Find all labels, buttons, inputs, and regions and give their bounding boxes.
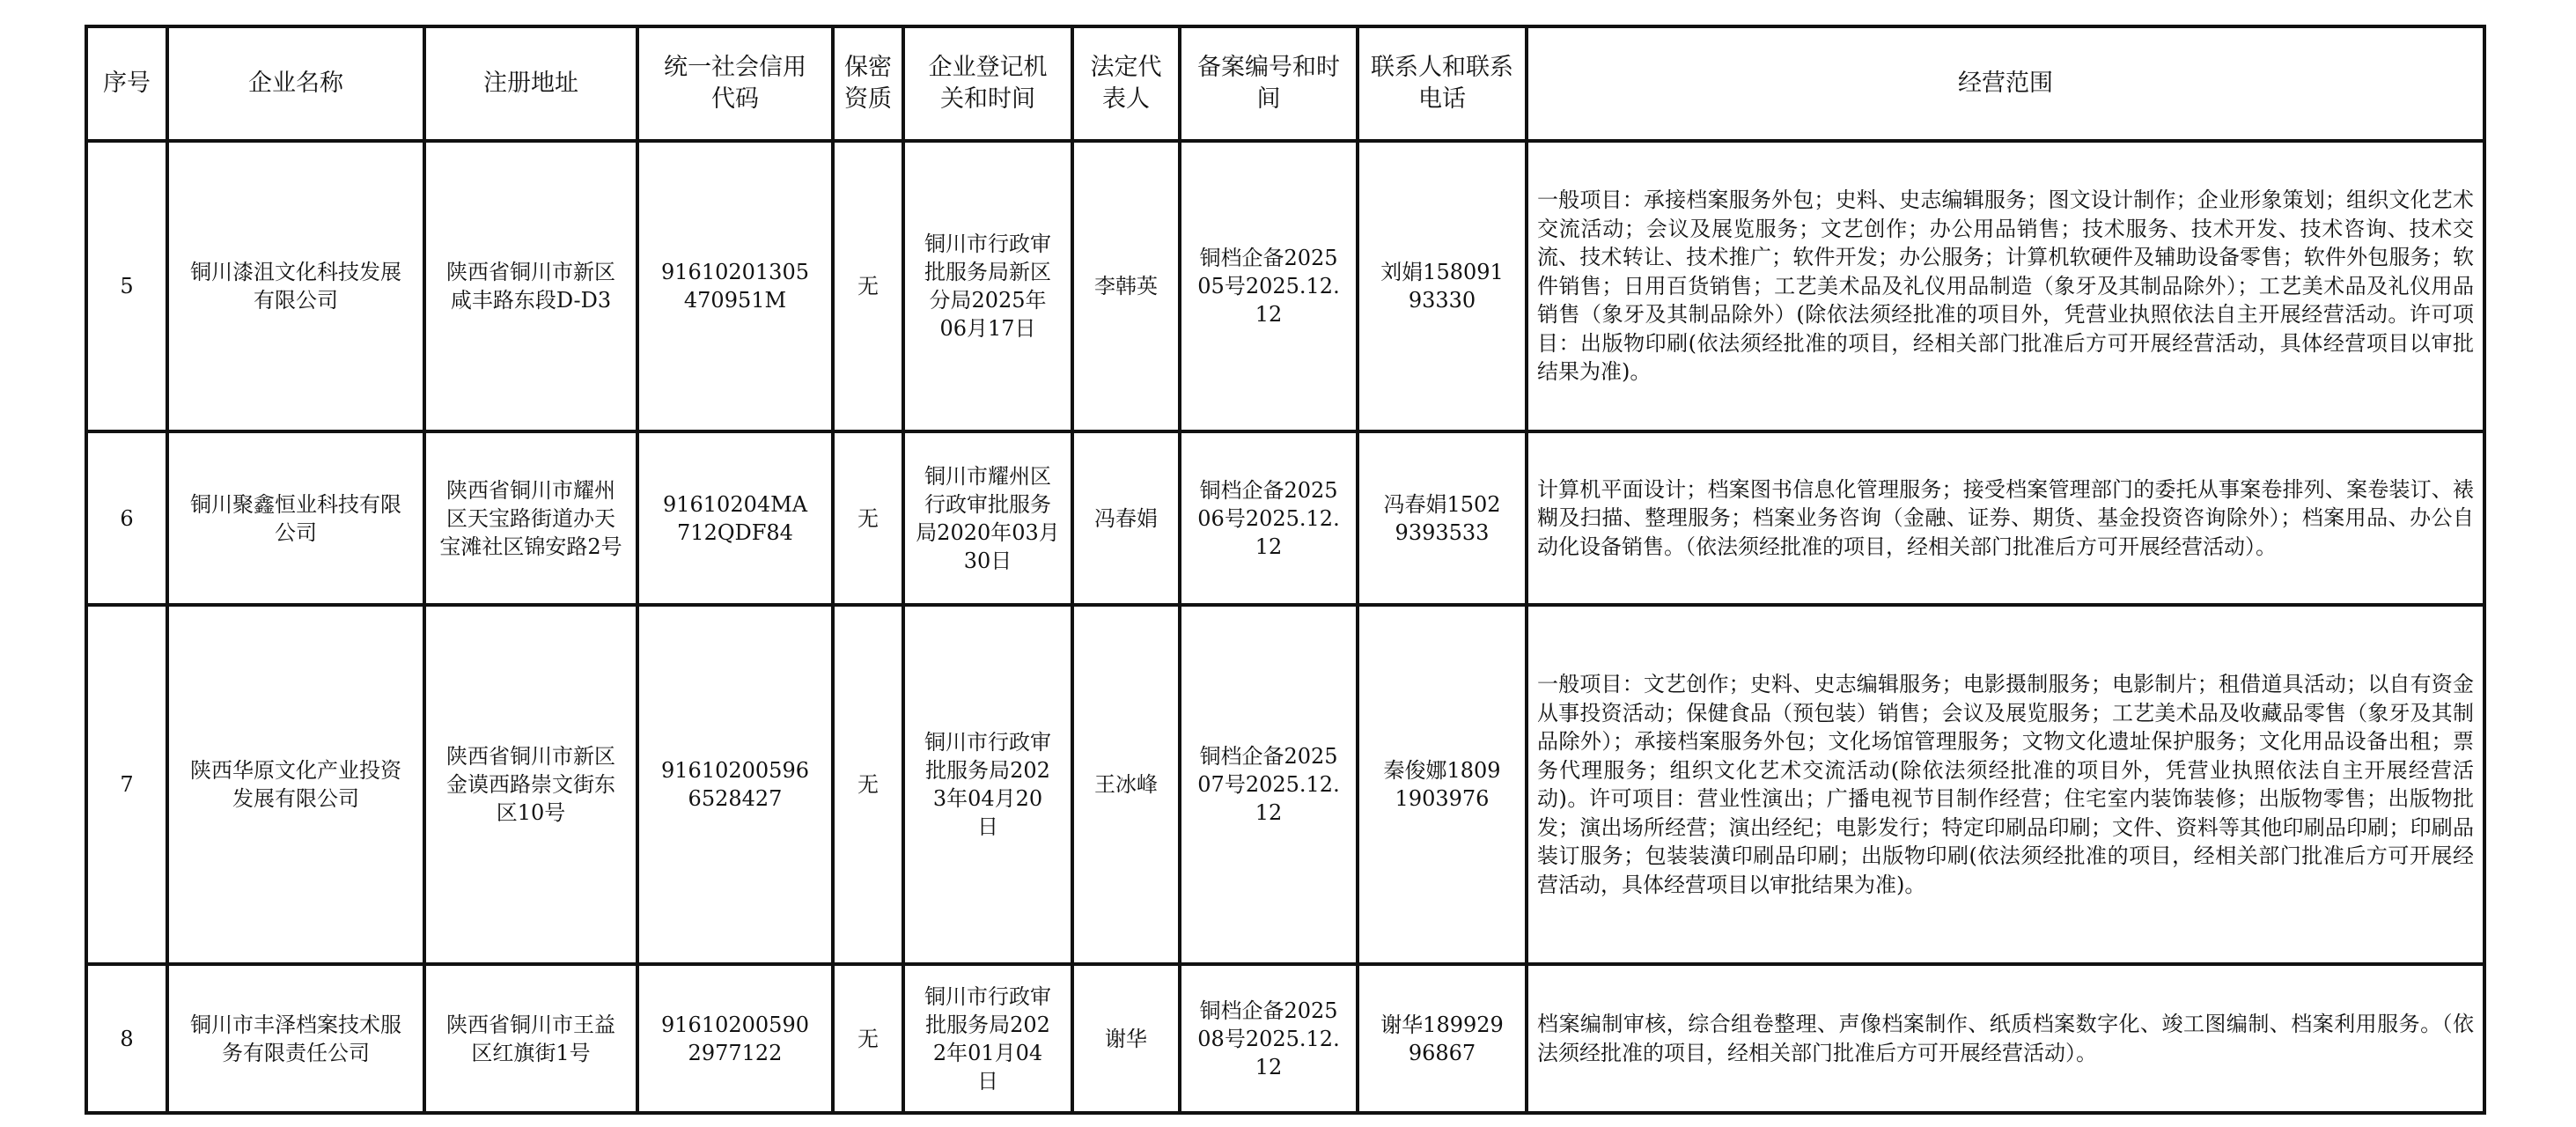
cell-name: 铜川市丰泽档案技术服务有限责任公司	[167, 964, 424, 1113]
cell-filing: 铜档企备202507号2025.12.12	[1180, 605, 1358, 964]
cell-secrecy: 无	[833, 431, 903, 605]
header-secrecy: 保密资质	[833, 26, 903, 141]
cell-seq: 7	[86, 605, 167, 964]
table-row	[86, 964, 2484, 1113]
cell-address: 陕西省铜川市王益区红旗街1号	[424, 964, 637, 1113]
header-contact: 联系人和联系电话	[1358, 26, 1527, 141]
cell-legal-rep: 冯春娟	[1072, 431, 1180, 605]
header-seq: 序号	[86, 26, 167, 141]
cell-scope: 一般项目：承接档案服务外包；史料、史志编辑服务；图文设计制作；企业形象策划；组织文化艺术交流活动；会议及展览服务；文艺创作；办公用品销售；技术服务、技术开发、技术咨询、技术交流、技术转让、技术推广；软件开发；办公服务；计算机软硬件及辅助设备零售；软件外包服务；软件销售；日用百货销售；工艺美术品及礼仪用品制造（象牙及其制品除外）；工艺美术品及礼仪用品销售（象牙及其制品除外）(除依法须经批准的项目外，凭营业执照依法自主开展经营活动。许可项目：出版物印刷(依法须经批准的项目，经相关部门批准后方可开展经营活动，具体经营项目以审批结果为准)。	[1527, 141, 2484, 431]
cell-name: 陕西华原文化产业投资发展有限公司	[167, 605, 424, 964]
header-credit-code: 统一社会信用代码	[637, 26, 833, 141]
cell-legal-rep: 王冰峰	[1072, 605, 1180, 964]
cell-address: 陕西省铜川市耀州区天宝路街道办天宝滩社区锦安路2号	[424, 431, 637, 605]
cell-credit-code: 916102005902977122	[637, 964, 833, 1113]
cell-contact: 秦俊娜18091903976	[1358, 605, 1527, 964]
header-name: 企业名称	[167, 26, 424, 141]
cell-contact: 谢华18992996867	[1358, 964, 1527, 1113]
cell-secrecy: 无	[833, 605, 903, 964]
cell-registration: 铜川市行政审批服务局2023年04月20日	[903, 605, 1072, 964]
cell-contact: 冯春娟15029393533	[1358, 431, 1527, 605]
cell-address: 陕西省铜川市新区金谟西路崇文街东区10号	[424, 605, 637, 964]
header-registration: 企业登记机关和时间	[903, 26, 1072, 141]
cell-seq: 6	[86, 431, 167, 605]
header-filing: 备案编号和时间	[1180, 26, 1358, 141]
cell-registration: 铜川市行政审批服务局新区分局2025年06月17日	[903, 141, 1072, 431]
cell-address: 陕西省铜川市新区咸丰路东段D-D3	[424, 141, 637, 431]
header-address: 注册地址	[424, 26, 637, 141]
table-row	[86, 605, 2484, 964]
cell-legal-rep: 李韩英	[1072, 141, 1180, 431]
table-row	[86, 141, 2484, 431]
cell-scope: 档案编制审核，综合组卷整理、声像档案制作、纸质档案数字化、竣工图编制、档案利用服务。（依法须经批准的项目，经相关部门批准后方可开展经营活动）。	[1527, 964, 2484, 1113]
cell-legal-rep: 谢华	[1072, 964, 1180, 1113]
cell-name: 铜川漆沮文化科技发展有限公司	[167, 141, 424, 431]
cell-filing: 铜档企备202505号2025.12.12	[1180, 141, 1358, 431]
cell-seq: 5	[86, 141, 167, 431]
cell-scope: 计算机平面设计；档案图书信息化管理服务；接受档案管理部门的委托从事案卷排列、案卷装订、裱糊及扫描、整理服务；档案业务咨询（金融、证券、期货、基金投资咨询除外）；档案用品、办公自动化设备销售。（依法须经批准的项目，经相关部门批准后方可开展经营活动）。	[1527, 431, 2484, 605]
enterprise-registry-table	[85, 25, 2486, 1115]
cell-registration: 铜川市耀州区行政审批服务局2020年03月30日	[903, 431, 1072, 605]
cell-filing: 铜档企备202508号2025.12.12	[1180, 964, 1358, 1113]
table-row	[86, 431, 2484, 605]
cell-seq: 8	[86, 964, 167, 1113]
cell-contact: 刘娟15809193330	[1358, 141, 1527, 431]
cell-name: 铜川聚鑫恒业科技有限公司	[167, 431, 424, 605]
cell-filing: 铜档企备202506号2025.12.12	[1180, 431, 1358, 605]
cell-registration: 铜川市行政审批服务局2022年01月04日	[903, 964, 1072, 1113]
header-legal-rep: 法定代表人	[1072, 26, 1180, 141]
cell-credit-code: 91610204MA712QDF84	[637, 431, 833, 605]
cell-scope: 一般项目：文艺创作；史料、史志编辑服务；电影摄制服务；电影制片；租借道具活动；以自有资金从事投资活动；保健食品（预包装）销售；会议及展览服务；工艺美术品及收藏品零售（象牙及其制品除外）；承接档案服务外包；文化场馆管理服务；文物文化遗址保护服务；文化用品设备出租；票务代理服务；组织文化艺术交流活动(除依法须经批准的项目外，凭营业执照依法自主开展经营活动)。许可项目：营业性演出；广播电视节目制作经营；住宅室内装饰装修；出版物零售；出版物批发；演出场所经营；演出经纪；电影发行；特定印刷品印刷；文件、资料等其他印刷品印刷；印刷品装订服务；包装装潢印刷品印刷；出版物印刷(依法须经批准的项目，经相关部门批准后方可开展经营活动，具体经营项目以审批结果为准)。	[1527, 605, 2484, 964]
cell-secrecy: 无	[833, 964, 903, 1113]
cell-secrecy: 无	[833, 141, 903, 431]
table-header-row	[86, 26, 2484, 141]
cell-credit-code: 91610201305470951M	[637, 141, 833, 431]
cell-credit-code: 916102005966528427	[637, 605, 833, 964]
header-scope: 经营范围	[1527, 26, 2484, 141]
